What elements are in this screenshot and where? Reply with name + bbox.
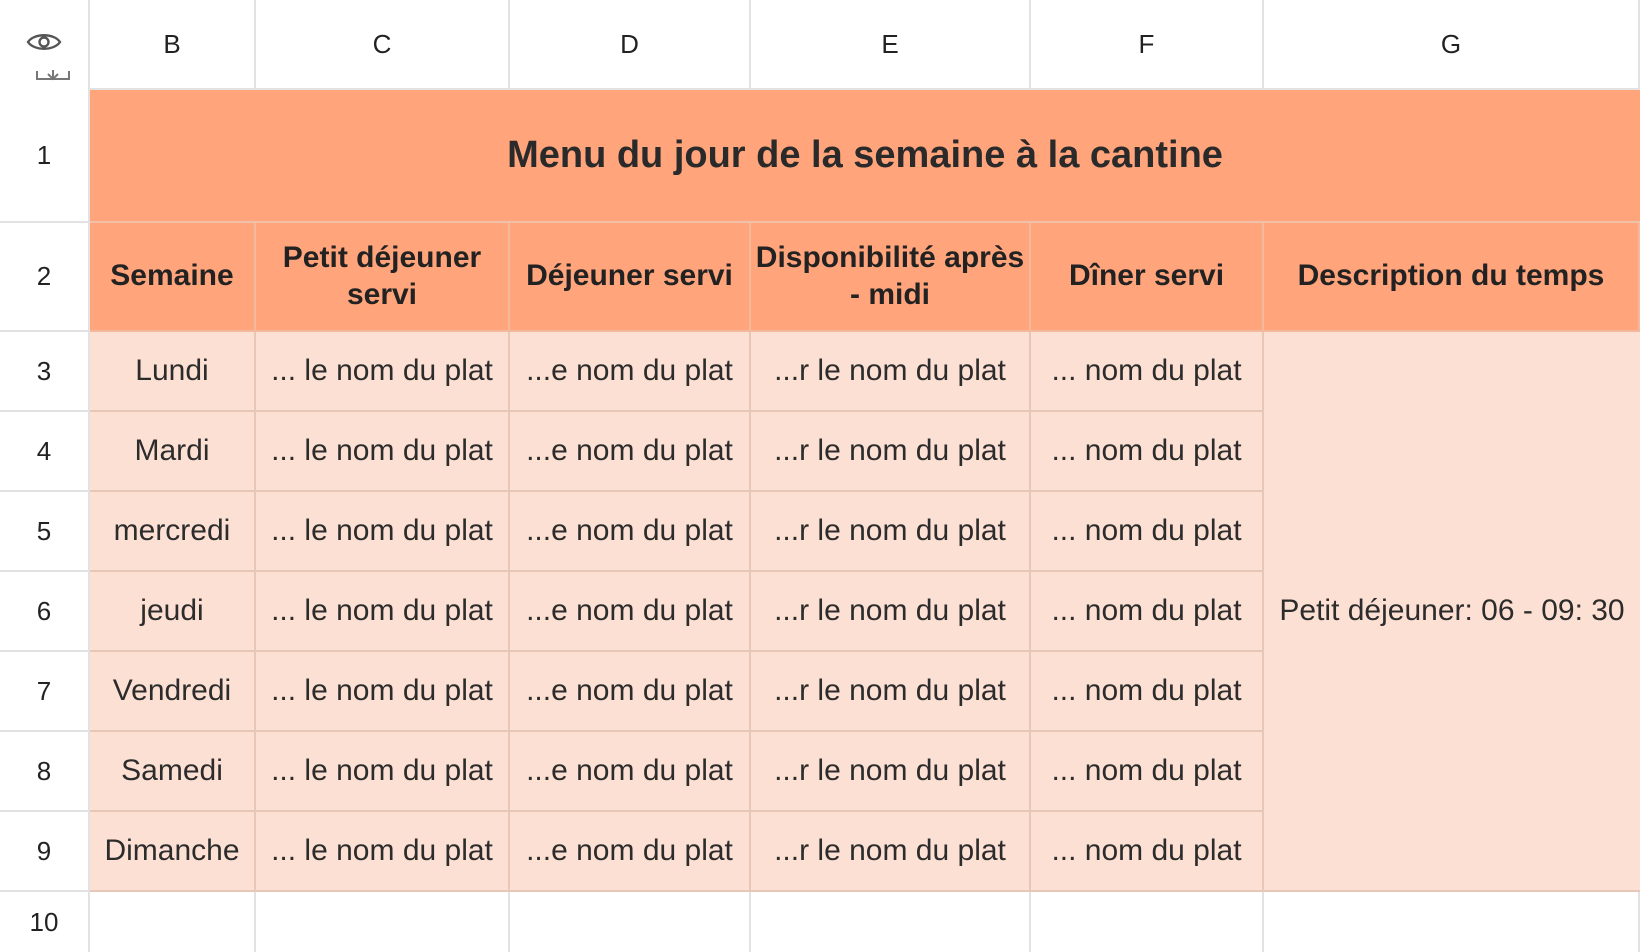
dish-cell-e[interactable]: ...r le nom du plat	[751, 572, 1031, 652]
empty-cell[interactable]	[1031, 892, 1264, 952]
day-cell[interactable]: Samedi	[90, 732, 256, 812]
time-description-cell[interactable]: Petit déjeuner: 06 - 09: 30	[1264, 332, 1640, 892]
dish-cell-d[interactable]: ...e nom du plat	[510, 332, 751, 412]
dish-cell-c[interactable]: ... le nom du plat	[256, 732, 510, 812]
column-header-g[interactable]: G	[1264, 0, 1640, 90]
dish-cell-e[interactable]: ...r le nom du plat	[751, 732, 1031, 812]
header-cell-e[interactable]: Disponibilité après - midi	[751, 223, 1031, 332]
dish-cell-e[interactable]: ...r le nom du plat	[751, 652, 1031, 732]
dish-cell-d[interactable]: ...e nom du plat	[510, 572, 751, 652]
dish-cell-d[interactable]: ...e nom du plat	[510, 412, 751, 492]
empty-cell[interactable]	[510, 892, 751, 952]
eye-icon[interactable]	[26, 30, 62, 59]
empty-cell[interactable]	[1264, 892, 1640, 952]
dish-cell-f[interactable]: ... nom du plat	[1031, 572, 1264, 652]
day-cell[interactable]: Mardi	[90, 412, 256, 492]
header-cell-d[interactable]: Déjeuner servi	[510, 223, 751, 332]
day-cell[interactable]: Lundi	[90, 332, 256, 412]
dish-cell-f[interactable]: ... nom du plat	[1031, 732, 1264, 812]
dish-cell-f[interactable]: ... nom du plat	[1031, 492, 1264, 572]
column-header-d[interactable]: D	[510, 0, 751, 90]
dish-cell-d[interactable]: ...e nom du plat	[510, 652, 751, 732]
row-header-6[interactable]: 6	[0, 572, 90, 652]
dish-cell-d[interactable]: ...e nom du plat	[510, 812, 751, 892]
row-header-1[interactable]: 1	[0, 90, 90, 223]
header-cell-b[interactable]: Semaine	[90, 223, 256, 332]
dish-cell-c[interactable]: ... le nom du plat	[256, 572, 510, 652]
dish-cell-f[interactable]: ... nom du plat	[1031, 812, 1264, 892]
column-header-e[interactable]: E	[751, 0, 1031, 90]
row-header-9[interactable]: 9	[0, 812, 90, 892]
column-header-b[interactable]: B	[90, 0, 256, 90]
header-cell-c[interactable]: Petit déjeuner servi	[256, 223, 510, 332]
empty-cell[interactable]	[256, 892, 510, 952]
header-cell-f[interactable]: Dîner servi	[1031, 223, 1264, 332]
column-header-f[interactable]: F	[1031, 0, 1264, 90]
empty-cell[interactable]	[751, 892, 1031, 952]
dish-cell-e[interactable]: ...r le nom du plat	[751, 412, 1031, 492]
column-header-c[interactable]: C	[256, 0, 510, 90]
row-header-7[interactable]: 7	[0, 652, 90, 732]
row-header-3[interactable]: 3	[0, 332, 90, 412]
day-cell[interactable]: mercredi	[90, 492, 256, 572]
header-cell-g[interactable]: Description du temps	[1264, 223, 1640, 332]
dish-cell-d[interactable]: ...e nom du plat	[510, 492, 751, 572]
dish-cell-c[interactable]: ... le nom du plat	[256, 652, 510, 732]
row-header-10[interactable]: 10	[0, 892, 90, 952]
table-title[interactable]: Menu du jour de la semaine à la cantine	[90, 90, 1640, 223]
day-cell[interactable]: jeudi	[90, 572, 256, 652]
row-header-8[interactable]: 8	[0, 732, 90, 812]
dish-cell-c[interactable]: ... le nom du plat	[256, 412, 510, 492]
dish-cell-c[interactable]: ... le nom du plat	[256, 332, 510, 412]
row-header-4[interactable]: 4	[0, 412, 90, 492]
dish-cell-f[interactable]: ... nom du plat	[1031, 332, 1264, 412]
dish-cell-c[interactable]: ... le nom du plat	[256, 492, 510, 572]
dish-cell-f[interactable]: ... nom du plat	[1031, 652, 1264, 732]
dish-cell-f[interactable]: ... nom du plat	[1031, 412, 1264, 492]
row-header-2[interactable]: 2	[0, 223, 90, 332]
empty-cell[interactable]	[90, 892, 256, 952]
sheet-corner	[0, 0, 90, 90]
day-cell[interactable]: Dimanche	[90, 812, 256, 892]
dish-cell-e[interactable]: ...r le nom du plat	[751, 492, 1031, 572]
dish-cell-c[interactable]: ... le nom du plat	[256, 812, 510, 892]
dish-cell-e[interactable]: ...r le nom du plat	[751, 812, 1031, 892]
row-header-5[interactable]: 5	[0, 492, 90, 572]
day-cell[interactable]: Vendredi	[90, 652, 256, 732]
dish-cell-d[interactable]: ...e nom du plat	[510, 732, 751, 812]
dish-cell-e[interactable]: ...r le nom du plat	[751, 332, 1031, 412]
